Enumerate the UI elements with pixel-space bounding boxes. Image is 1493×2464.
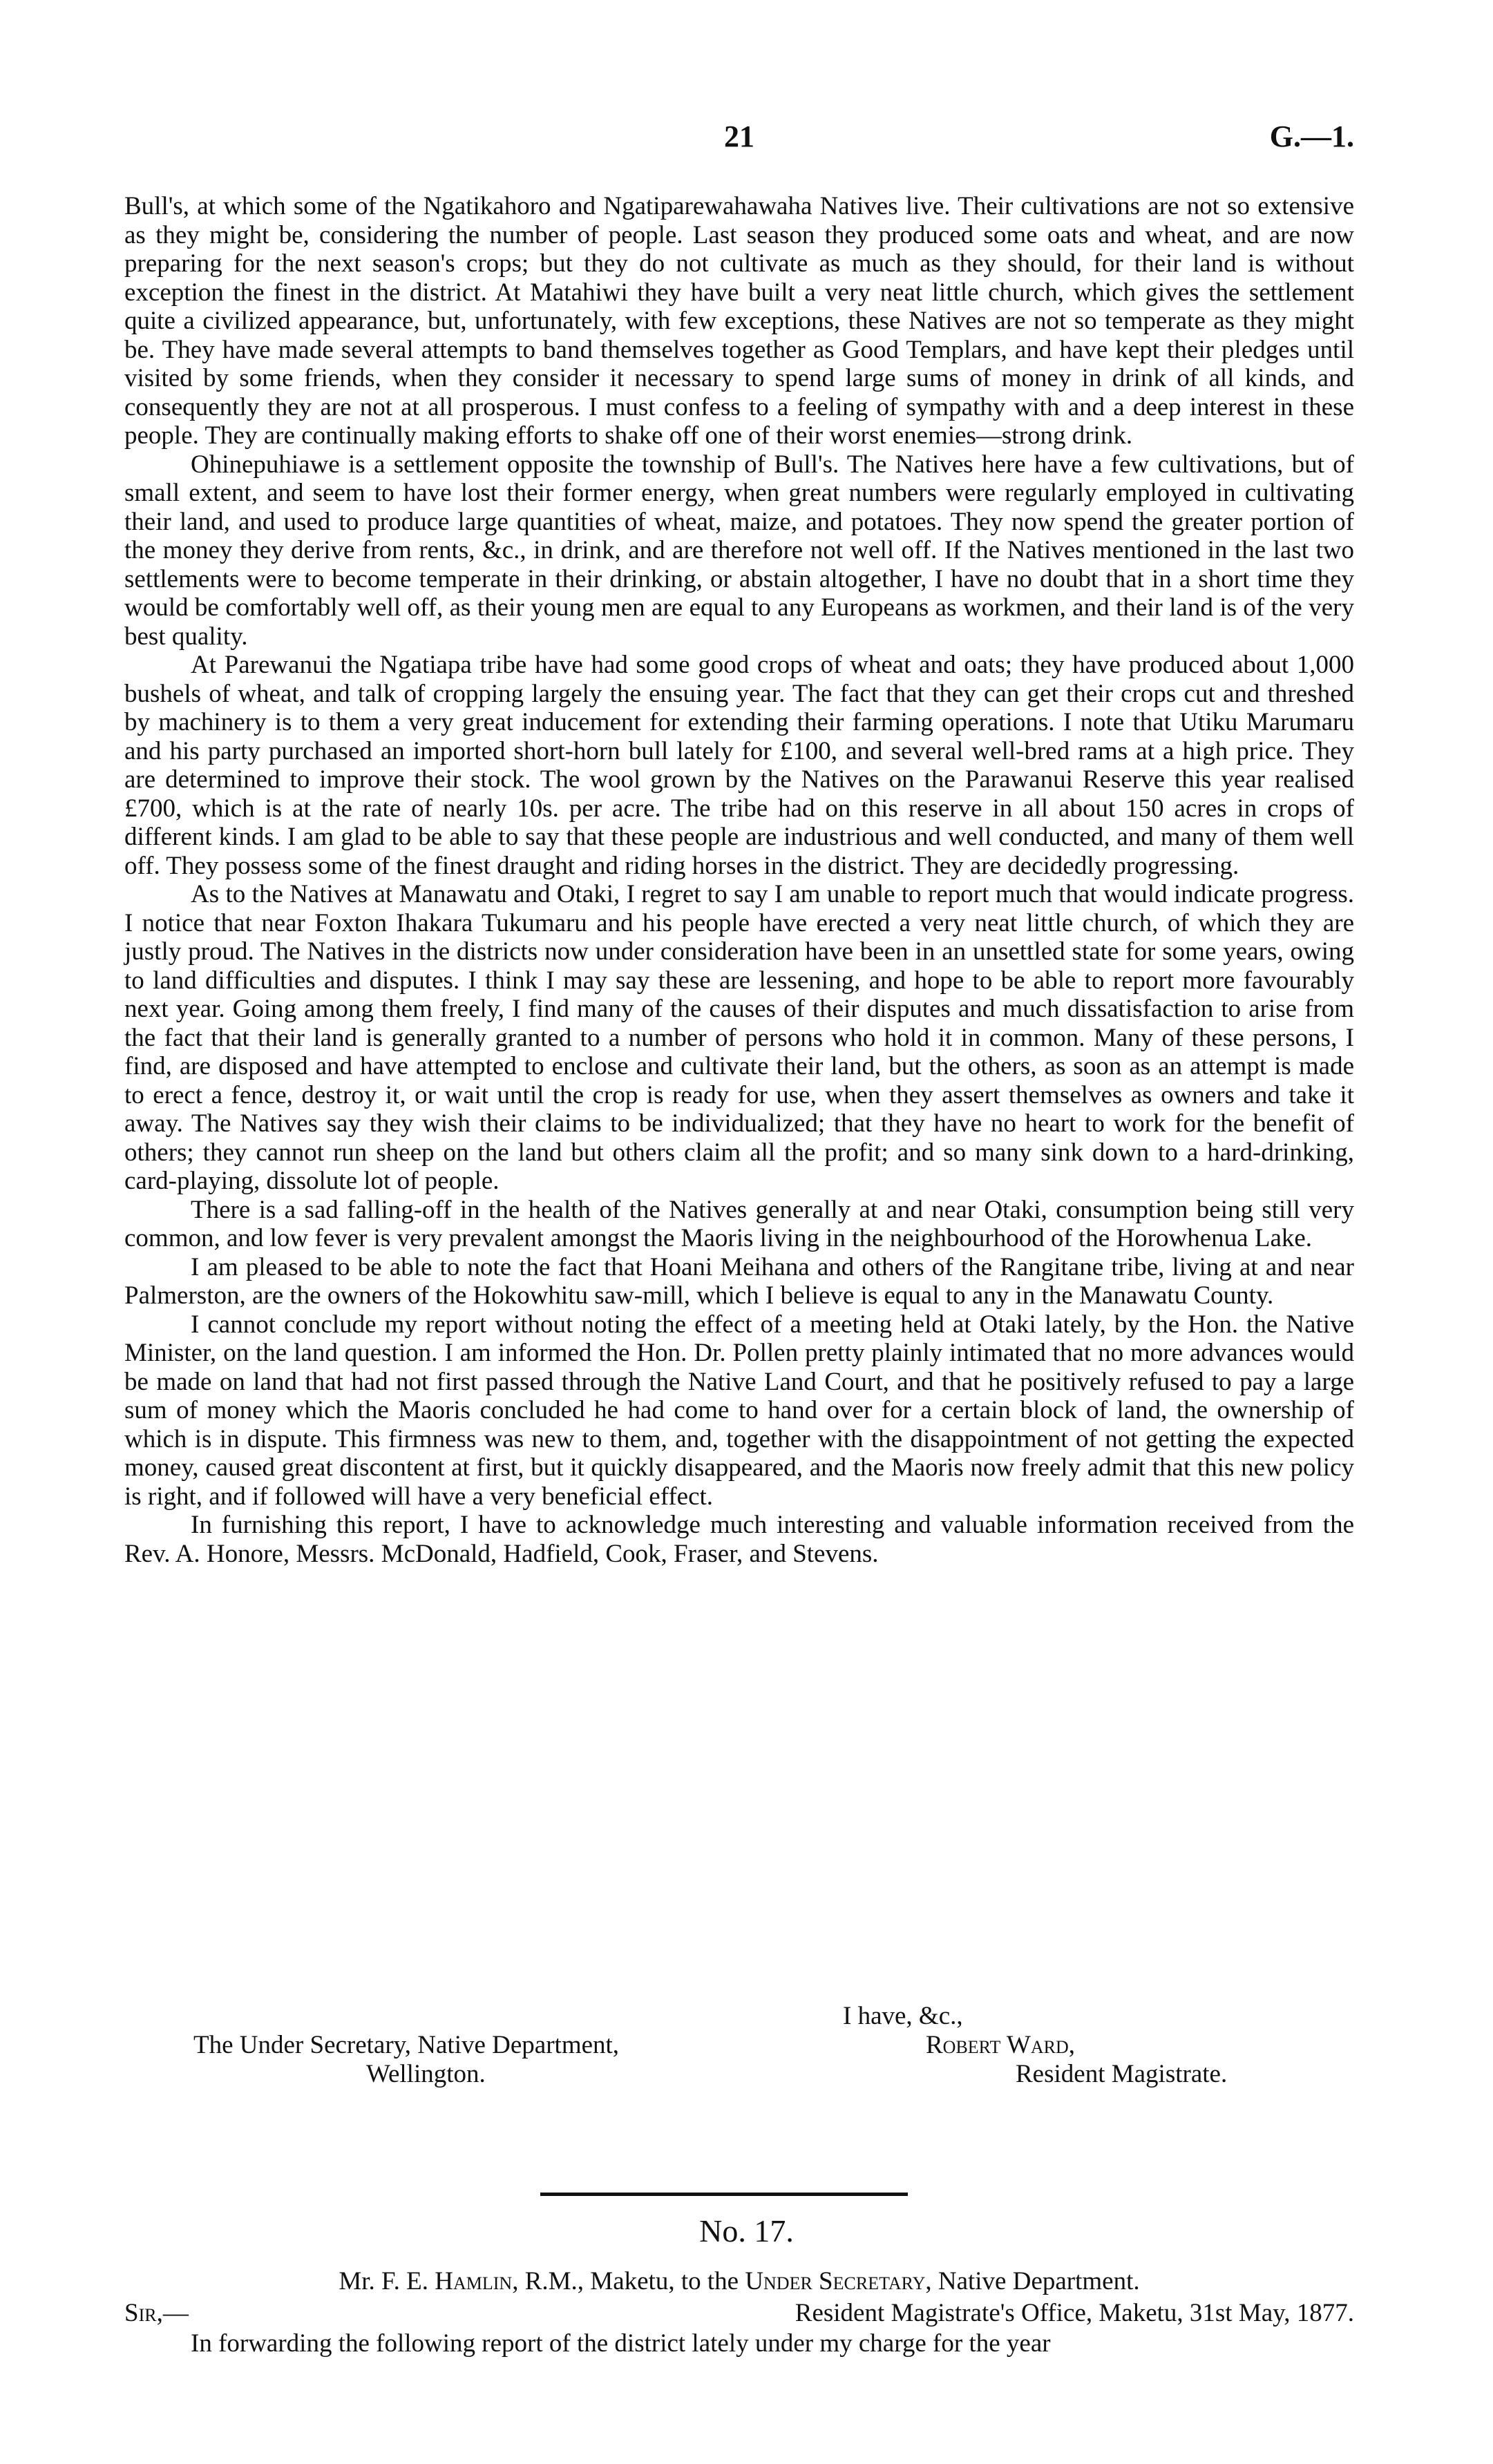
paragraph: Ohinepuhiawe is a settlement opposite the township of Bull's. The Natives here have a few cultivations, but of small extent, and seem to have lost their former energy, when great numbers were regularly employed in cultivating their land, and used to produce large quantities of wheat, maize, and potatoes. They now spend the greater portion of the money they derive from rents, &c., in drink, and are therefore not well off. If the Natives mentioned in the last two settlements were to become temperate in their drinking, or abstain altogether, I have no doubt that in a short time they would be comfortably well off, as their young men are equal to any Europeans as workmen, and their land is of the very best quality. bbox=[124, 450, 1354, 651]
paragraph: Bull's, at which some of the Ngatikahoro and Ngatiparewahawaha Natives live. Their cultivations are not so extensive as they might be, considering the number of people. Last season they produced some oats and wheat, and are now preparing for the next season's crops; but they do not cultivate as much as they should, for their land is without exception the finest in the district. At Matahiwi they have built a very neat little church, which gives the settlement quite a civilized appearance, but, unfortunately, with few exceptions, these Natives are not so temperate as they might be. They have made several attempts to band themselves together as Good Templars, and have kept their pledges until visited by some friends, when they consider it necessary to spend large sums of money in drink of all kinds, and consequently they are not at all prosperous. I must confess to a feeling of sympathy with and a deep interest in these people. They are continually making efforts to shake off one of their worst enemies—strong drink. bbox=[124, 192, 1354, 450]
letter-heading bbox=[124, 2267, 1354, 2296]
paragraph: At Parewanui the Ngatiapa tribe have had some good crops of wheat and oats; they have produced about 1,000 bushels of wheat, and talk of cropping largely the ensuing year. The fact that they can get their crops cut and threshed by machinery is to them a very great inducement for extending their farming operations. I note that Utiku Marumaru and his party purchased an imported short-horn bull lately for £100, and several well-bred rams at a high price. They are determined to improve their stock. The wool grown by the Natives on the Parawanui Reserve this year realised £700, which is at the rate of nearly 10s. per acre. The tribe had on this reserve in all about 150 acres in crops of different kinds. I am glad to be able to say that these people are industrious and well conducted, and many of them well off. They possess some of the finest draught and riding horses in the district. They are decidedly progressing. bbox=[124, 651, 1354, 880]
recipient-title: Under Secretary bbox=[745, 2267, 926, 2295]
closing-phrase: I have, &c., bbox=[843, 2002, 963, 2030]
paragraph: I am pleased to be able to note the fact that Hoani Meihana and others of the Rangitane tribe, living at and near Palmerston, are the owners of the Hokowhitu saw-mill, which I believe is equal to any in the Manawatu County. bbox=[124, 1252, 1354, 1310]
paragraph: I cannot conclude my report without noting the effect of a meeting held at Otaki lately, by the Hon. the Native Minister, on the land question. I am informed the Hon. Dr. Pollen pretty plainly intimated that no more advances would be made on land that had not first passed through the Native Land Court, and that he positively refused to pay a large sum of money which the Maoris concluded he had come to hand over for a certain block of land, the ownership of which is in dispute. This firmness was new to them, and, together with the disappointment of not getting the expected money, caused great discontent at first, but it quickly disappeared, and the Maoris now freely admit that this new policy is right, and if followed will have a very beneficial effect. bbox=[124, 1310, 1354, 1511]
report-body bbox=[124, 192, 1354, 1568]
sender-name: Hamlin bbox=[435, 2267, 513, 2295]
letter-heading-prefix: Mr. F. E. bbox=[339, 2267, 435, 2295]
page-header bbox=[124, 111, 1354, 159]
paragraph: As to the Natives at Manawatu and Otaki, I regret to say I am unable to report much that would indicate progress. I notice that near Foxton Ihakara Tukumaru and his people have erected a very neat little church, of which they are justly proud. The Natives in the districts now under consideration have been in an unsettled state for some years, owing to land difficulties and disputes. I think I may say these are lessening, and hope to be able to report more favourably next year. Going among them freely, I find many of the causes of their disputes and much dissatisfaction to arise from the fact that their land is generally granted to a number of persons who hold it in common. Many of these persons, I find, are disposed and have attempted to enclose and cultivate their land, but the others, as soon as an attempt is made to erect a fence, destroy it, or wait until the crop is ready for use, when they assert themselves as owners and take it away. The Natives say they wish their claims to be individualized; that they have no heart to work for the benefit of others; they cannot run sheep on the land but others claim all the profit; and so many sink down to a hard-drinking, card-playing, dissolute lot of people. bbox=[124, 880, 1354, 1195]
paragraph: There is a sad falling-off in the health of the Natives generally at and near Otaki, consumption being still very common, and low fever is very prevalent amongst the Maoris living in the neighbourhood of the Horowhenua Lake. bbox=[124, 1195, 1354, 1252]
addressee-place: Wellington. bbox=[366, 2060, 486, 2088]
letter-heading-middle: , R.M., Maketu, to the bbox=[512, 2267, 745, 2295]
next-report-opening: In forwarding the following report of the district lately under my charge for the year bbox=[191, 2329, 1051, 2358]
letter-closing bbox=[124, 2002, 1354, 2092]
salutation: Sir,— bbox=[124, 2299, 189, 2327]
signer-name: Robert Ward, bbox=[926, 2031, 1075, 2059]
letter-heading-suffix: , Native Department. bbox=[925, 2267, 1140, 2295]
signer-title: Resident Magistrate. bbox=[1016, 2060, 1228, 2088]
section-divider bbox=[540, 2193, 908, 2196]
section-number: No. 17. bbox=[699, 2213, 794, 2248]
document-code: G.—1. bbox=[1269, 120, 1354, 153]
page-number: 21 bbox=[724, 120, 754, 153]
salutation-line bbox=[124, 2299, 1354, 2328]
office-date: Resident Magistrate's Office, Maketu, 31st May, 1877. bbox=[795, 2299, 1354, 2327]
addressee: The Under Secretary, Native Department, bbox=[193, 2031, 620, 2059]
paragraph: In furnishing this report, I have to acknowledge much interesting and valuable information received from the Rev. A. Honore, Messrs. McDonald, Hadfield, Cook, Fraser, and Stevens. bbox=[124, 1511, 1354, 1568]
